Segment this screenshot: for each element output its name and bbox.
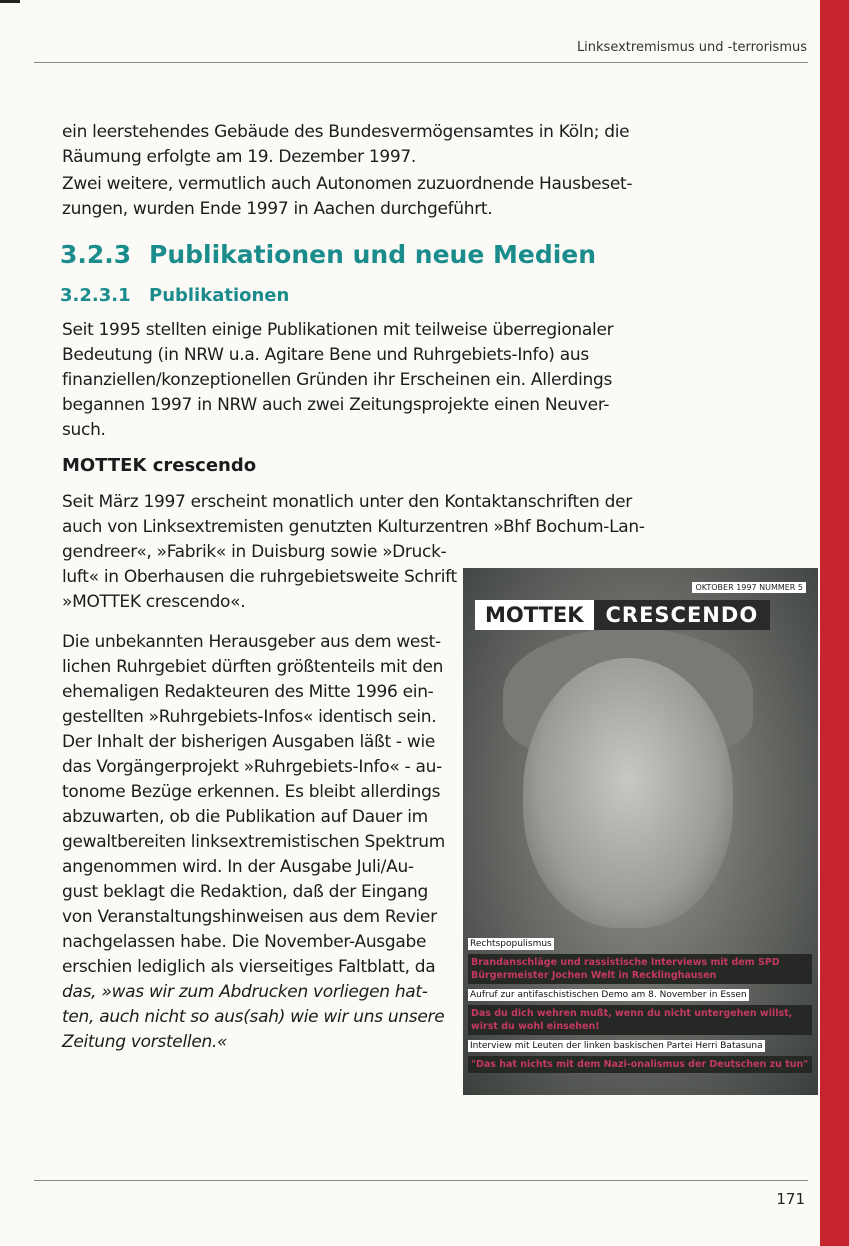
cover-date: OKTOBER 1997 NUMMER 5: [692, 582, 806, 593]
text-line: Zwei weitere, vermutlich auch Autonomen zuzuordnende Hausbeset-: [62, 174, 633, 194]
text-line: das Vorgängerprojekt »Ruhrgebiets-Info« - au-: [62, 757, 442, 777]
text-line: luft« in Oberhausen die ruhrgebietsweite Schrift: [62, 567, 457, 587]
text-line: Zeitung vorstellen.«: [62, 1032, 228, 1052]
page-number: 171: [776, 1190, 805, 1208]
text-line: Bedeutung (in NRW u.a. Agitare Bene und Ruhrgebiets-Info) aus: [62, 345, 589, 365]
publication-heading: MOTTEK crescendo: [62, 455, 257, 476]
cover-title-left: MOTTEK: [475, 600, 594, 630]
text-line: ehemaligen Redakteuren des Mitte 1996 ein-: [62, 682, 434, 702]
text-line: zungen, wurden Ende 1997 in Aachen durchgeführt.: [62, 199, 493, 219]
text-line: Seit März 1997 erscheint monatlich unter den Kontaktanschriften der: [62, 492, 632, 512]
subsection-title: Publikationen: [149, 285, 290, 306]
paragraph-1: [62, 120, 629, 170]
section-heading: [60, 240, 596, 269]
cover-caption-2: Aufruf zur antifaschistischen Demo am 8. November in Essen: [470, 990, 747, 1000]
text-line: gestellten »Ruhrgebiets-Infos« identisch sein.: [62, 707, 437, 727]
text-line: such.: [62, 420, 106, 440]
text-line: Die unbekannten Herausgeber aus dem west-: [62, 632, 441, 652]
text-line: gewaltbereiten linksextremistischen Spektrum: [62, 832, 446, 852]
text-line: angenommen wird. In der Ausgabe Juli/Au-: [62, 857, 414, 877]
paragraph-5-body: [62, 630, 445, 980]
text-line: lichen Ruhrgebiet dürften größtenteils mit den: [62, 657, 444, 677]
text-line: »MOTTEK crescendo«.: [62, 592, 246, 612]
cover-caption-3: Interview mit Leuten der linken baskischen Partei Herri Batasuna: [470, 1041, 763, 1051]
text-line: finanziellen/konzeptionellen Gründen ihr Erscheinen ein. Allerdings: [62, 370, 613, 390]
text-line: erschien lediglich als vierseitiges Faltblatt, da: [62, 957, 436, 977]
text-line: gendreer«, »Fabrik« in Duisburg sowie »Druck-: [62, 542, 447, 562]
text-line: das, »was wir zum Abdrucken vorliegen hat-: [62, 982, 428, 1002]
text-line: auch von Linksextremisten genutzten Kulturzentren »Bhf Bochum-Lan-: [62, 517, 645, 537]
section-title: Publikationen und neue Medien: [149, 240, 597, 269]
text-line: abzuwarten, ob die Publikation auf Dauer im: [62, 807, 428, 827]
text-line: von Veranstaltungshinweisen aus dem Revier: [62, 907, 437, 927]
text-line: ten, auch nicht so aus(sah) wie wir uns unsere: [62, 1007, 445, 1027]
cover-headline-2: Das du dich wehren mußt, wenn du nicht untergehen willst, wirst du wohl einsehen!: [468, 1005, 812, 1035]
cover-headline-3: "Das hat nichts mit dem Nazi-onalismus der Deutschen zu tun": [468, 1056, 812, 1073]
text-line: gust beklagt die Redaktion, daß der Eingang: [62, 882, 428, 902]
section-number: 3.2.3: [60, 240, 132, 269]
text-line: ein leerstehendes Gebäude des Bundesvermögensamtes in Köln; die: [62, 122, 630, 142]
cover-photo-face: [523, 658, 733, 928]
scan-corner-mark: [0, 0, 20, 3]
cover-title-right: CRESCENDO: [594, 600, 771, 630]
paragraph-5: [62, 630, 445, 1055]
magazine-cover-image: [463, 568, 818, 1095]
paragraph-2: [62, 172, 632, 222]
footer-rule: [34, 1180, 808, 1181]
text-line: tonome Bezüge erkennen. Es bleibt allerdings: [62, 782, 441, 802]
text-line: begannen 1997 in NRW auch zwei Zeitungsprojekte einen Neuver-: [62, 395, 610, 415]
subsection-number: 3.2.3.1: [60, 285, 131, 306]
header-rule: [34, 62, 808, 63]
running-head: Linksextremismus und -terrorismus: [576, 40, 807, 55]
paragraph-5-quote: [62, 980, 445, 1055]
cover-masthead: [475, 600, 770, 630]
subsection-heading: [60, 285, 289, 306]
text-line: Seit 1995 stellten einige Publikationen mit teilweise überregionaler: [62, 320, 614, 340]
cover-caption-1: Rechtspopulismus: [470, 939, 552, 949]
edge-color-bar: [820, 0, 849, 1246]
text-line: Räumung erfolgte am 19. Dezember 1997.: [62, 147, 417, 167]
text-line: nachgelassen habe. Die November-Ausgabe: [62, 932, 427, 952]
paragraph-3: [62, 318, 613, 443]
text-line: Der Inhalt der bisherigen Ausgaben läßt - wie: [62, 732, 436, 752]
cover-headline-1: Brandanschläge und rassistische Interviews mit dem SPD Bürgermeister Jochen Welt in Recklinghausen: [468, 954, 812, 984]
